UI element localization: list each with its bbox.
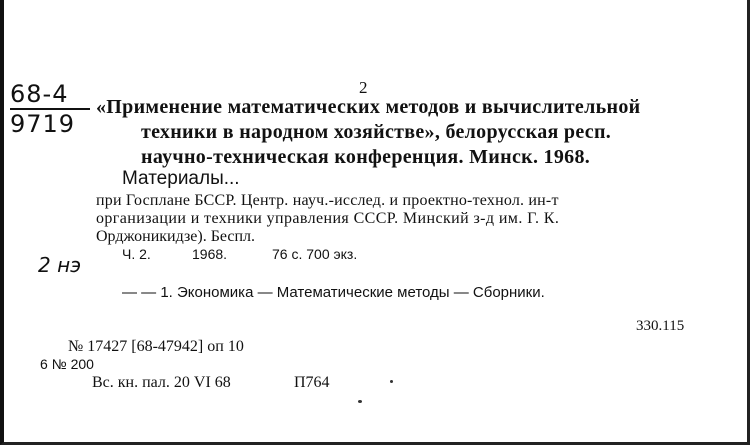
copy-number: 6 № 200 xyxy=(40,356,94,372)
year: 1968. xyxy=(192,246,228,262)
registration-info: Вс. кн. пал. 20 VI 68 xyxy=(92,374,231,391)
pages-and-copies: 76 с. 700 экз. xyxy=(272,246,358,262)
publisher-line-3: Орджоникидзе). Беспл. xyxy=(96,228,256,245)
volume: Ч. 2. xyxy=(122,246,151,262)
title-line-1: «Применение математических методов и вычислительной xyxy=(96,96,641,118)
call-number-top: 68-4 xyxy=(10,80,69,108)
call-number-bottom: 9719 xyxy=(10,110,76,138)
subject-headings: — — 1. Экономика — Математические методы — Сборники. xyxy=(122,284,545,301)
ink-speck xyxy=(390,380,393,383)
title-line-2: техники в народном хозяйстве», белорусская респ. xyxy=(141,121,612,143)
record-number: № 17427 [68-47942] оп 10 xyxy=(68,338,244,355)
classification-code: 330.115 xyxy=(636,318,685,334)
publisher-line-2: организации и техники управления СССР. Минский з-д им. Г. К. xyxy=(96,210,560,227)
handwritten-note: 2 нэ xyxy=(38,253,82,277)
materials-label: Материалы... xyxy=(122,168,240,189)
page-number: 2 xyxy=(359,78,368,97)
print-code: П764 xyxy=(294,374,330,391)
ink-speck xyxy=(358,400,362,403)
title-line-3: научно-техническая конференция. Минск. 1968. xyxy=(141,146,591,168)
publisher-line-1: при Госплане БССР. Центр. науч.-исслед. и проектно-технол. ин-т xyxy=(96,192,559,209)
